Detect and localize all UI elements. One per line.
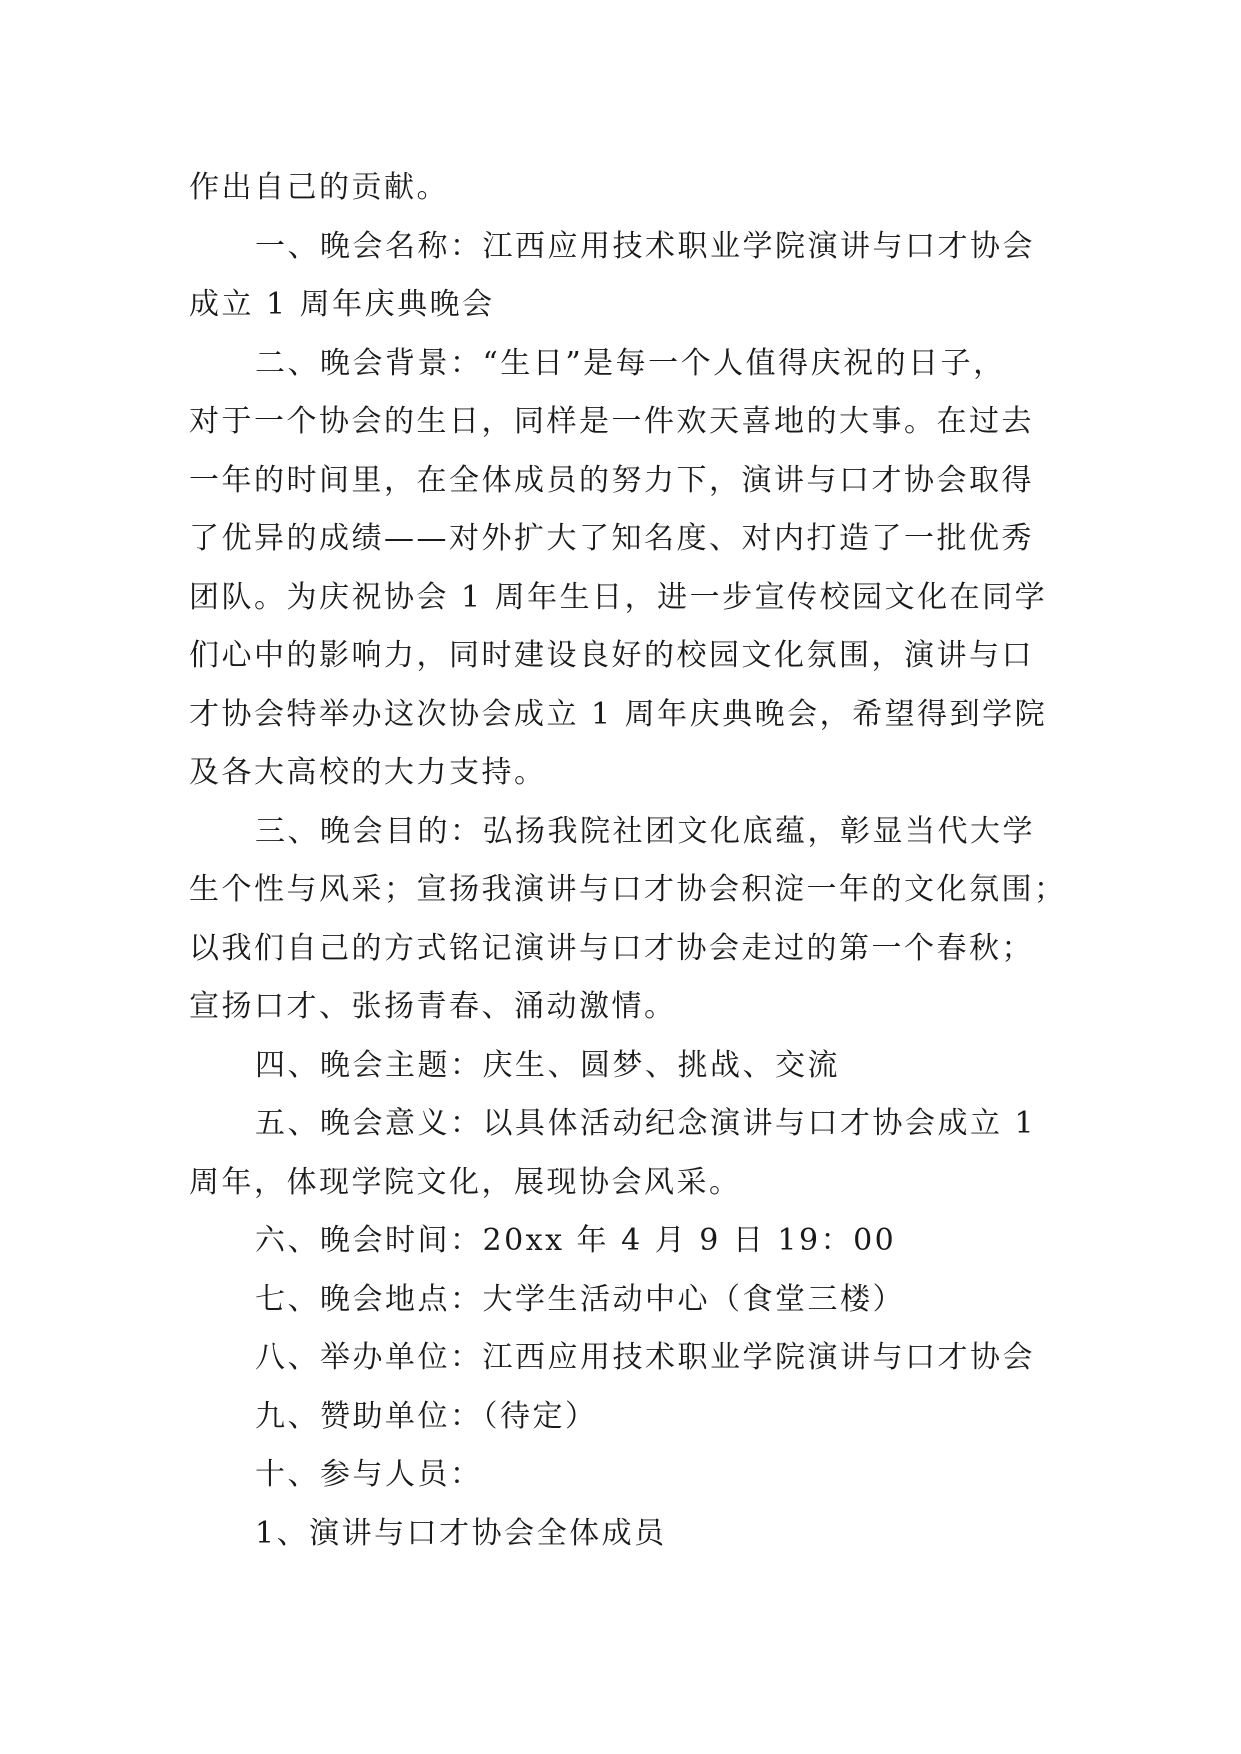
text-line: 周年，体现学院文化，展现协会风采。 (189, 1164, 742, 1200)
text-line: 1、演讲与口才协会全体成员 (255, 1515, 667, 1551)
document-body (189, 159, 1067, 1563)
text-line: 六、晚会时间：20xx 年 4 月 9 日 19：00 (255, 1223, 897, 1258)
text-line: 成立 1 周年庆典晚会 (189, 287, 495, 322)
text-line: 二、晚会背景：“生日”是每一个人值得庆祝的日子， (255, 345, 1006, 381)
text-line: 了优异的成绩——对外扩大了知名度、对内打造了一批优秀 (189, 521, 1034, 556)
text-line: 十、参与人员： (255, 1457, 483, 1492)
text-line: 及各大高校的大力支持。 (189, 755, 547, 790)
text-line: 七、晚会地点：大学生活动中心（食堂三楼） (255, 1281, 905, 1317)
text-line: 生个性与风采；宣扬我演讲与口才协会积淀一年的文化氛围； (189, 872, 1067, 907)
text-line: 一年的时间里，在全体成员的努力下，演讲与口才协会取得 (189, 462, 1034, 498)
text-line: 五、晚会意义：以具体活动纪念演讲与口才协会成立 1 (255, 1106, 1037, 1141)
text-line: 作出自己的贡献。 (189, 170, 449, 205)
text-line: 才协会特举办这次协会成立 1 周年庆典晚会，希望得到学院 (189, 696, 1048, 732)
text-line: 以我们自己的方式铭记演讲与口才协会走过的第一个春秋； (189, 930, 1034, 966)
text-line: 三、晚会目的：弘扬我院社团文化底蕴，彰显当代大学 (255, 813, 1035, 849)
text-line: 宣扬口才、张扬青春、涌动激情。 (189, 989, 677, 1024)
text-line: 一、晚会名称：江西应用技术职业学院演讲与口才协会 (255, 228, 1035, 264)
text-line: 对于一个协会的生日，同样是一件欢天喜地的大事。在过去 (189, 404, 1034, 439)
text-line: 团队。为庆祝协会 1 周年生日，进一步宣传校园文化在同学 (189, 579, 1048, 615)
text-line: 八、举办单位：江西应用技术职业学院演讲与口才协会 (255, 1340, 1035, 1375)
text-line: 九、赞助单位：（待定） (255, 1398, 598, 1434)
text-line: 们心中的影响力，同时建设良好的校园文化氛围，演讲与口 (189, 638, 1034, 673)
text-line: 四、晚会主题：庆生、圆梦、挑战、交流 (255, 1047, 840, 1083)
